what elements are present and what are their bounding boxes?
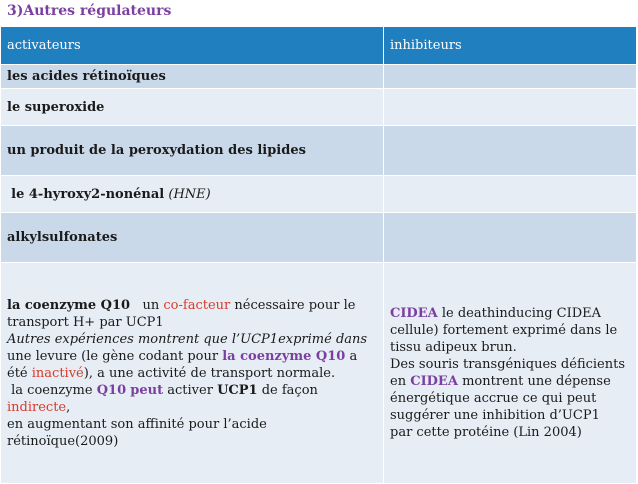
text-line: rétinoïque(2009) [7,433,119,449]
text-line [7,365,377,382]
text-line [390,373,630,390]
activator-italic-text: (HNE) [168,186,211,202]
text-line: énergétique accrue ce qui peut [390,391,597,406]
ucp1-term: UCP1 [217,382,258,398]
inline-text: nécessaire pour le [234,297,356,313]
text-line [7,382,377,399]
coenzyme-q10-term: la coenzyme Q10 [7,297,131,313]
table-row [1,176,637,213]
inline-text: , [66,399,71,415]
inline-text: le deathinducing CIDEA [441,306,602,321]
inline-text: été [7,365,28,381]
text-line: transport H+ par UCP1 [7,314,164,330]
table-row [1,263,637,484]
inhibitor-cell [384,126,637,176]
inline-text: montrent une dépense [462,374,611,389]
inline-text: activer [167,382,213,398]
regulators-table [0,26,637,484]
text-line: tissu adipeux brun. [390,340,517,355]
coenzyme-q10-term: la coenzyme Q10 [222,348,346,364]
inhibitor-cell [384,213,637,263]
activator-bold-text: le 4-hyroxy2-nonénal [11,186,165,202]
inline-text: un [142,297,160,313]
inhibitor-cell [384,65,637,89]
inhibitor-cell [384,89,637,126]
cofactor-term: co-facteur [163,297,231,313]
cidea-term: CIDEA [390,306,438,321]
header-activators: activateurs [1,27,384,65]
inactivated-term: inactivé [31,365,84,381]
inhibitor-cell [384,176,637,213]
text-line: suggérer une inhibition d’UCP1 [390,408,600,423]
inline-text: a [349,348,358,364]
activator-cell: alkylsulfonates [1,213,384,263]
text-line: Autres expériences montrent que l’UCP1exprimé dans [7,331,368,347]
table-row [1,89,637,126]
text-line [7,348,377,365]
inline-text: une levure (le gène codant pour [7,348,219,364]
section-title: 3)Autres régulateurs [7,3,172,19]
text-line: en augmentant son affinité pour l’acide [7,416,267,432]
indirect-term: indirecte [7,399,67,415]
can-term: peut [130,382,164,398]
activator-detail-cell [1,263,384,484]
activator-cell: un produit de la peroxydation des lipides [1,126,384,176]
inline-text: de façon [261,382,318,398]
q10-term: Q10 [96,382,127,398]
activator-cell: les acides rétinoïques [1,65,384,89]
text-line [7,297,377,314]
table-header-row [1,27,637,65]
inline-text: en [390,374,407,389]
activator-cell [1,176,384,213]
inline-text: ), a une activité de transport normale. [83,365,336,381]
inline-text: la coenzyme [11,382,93,398]
text-line: par cette protéine (Lin 2004) [390,425,582,440]
table-row [1,65,637,89]
cidea-term: CIDEA [410,374,458,389]
table-row [1,126,637,176]
header-inhibitors: inhibiteurs [384,27,637,65]
inhibitor-detail-cell [384,263,637,484]
activator-cell: le superoxide [1,89,384,126]
text-line: Des souris transgéniques déficients [390,357,626,372]
text-line [390,305,630,322]
text-line: cellule) fortement exprimé dans le [390,323,618,338]
text-line [7,399,377,416]
table-row [1,213,637,263]
